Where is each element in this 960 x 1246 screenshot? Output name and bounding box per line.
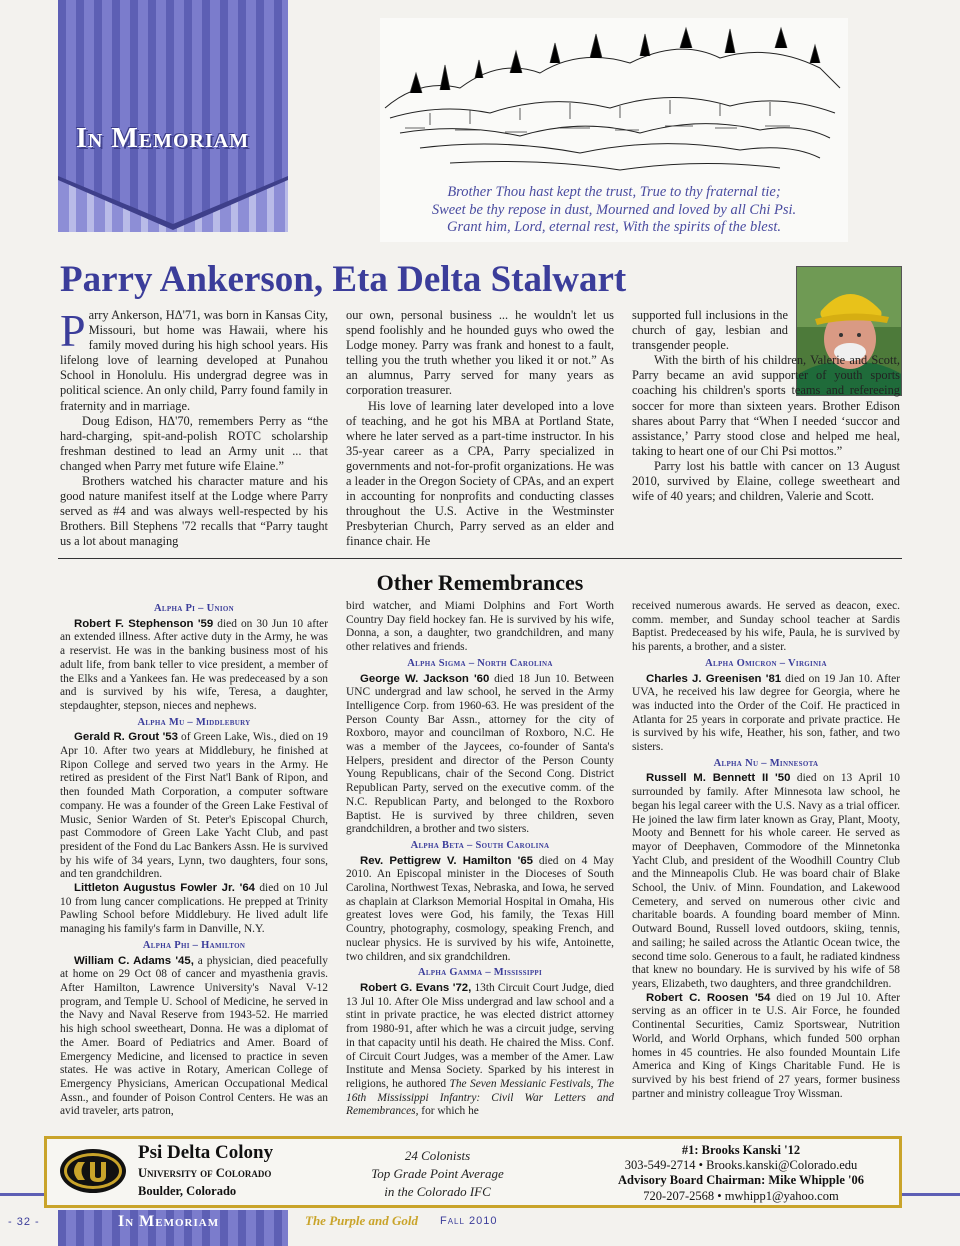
member-name: Rev. Pettigrew V. Hamilton '65 — [360, 854, 533, 867]
book-title: The Seven Messianic Festivals, The 16th Mississippi Infantry: Civil War Letters and Remembrances, — [346, 1077, 614, 1118]
colony-university: University of Colorado — [138, 1166, 272, 1180]
remembrances-column-3 — [632, 600, 900, 1101]
obituary-text: died on 10 Jul 10 from lung cancer complications. He prepped at Trinity Pawling School before Middlebury. He lived adult life managing his family's farm in Danville, N.Y. — [60, 882, 328, 936]
cu-logo-icon — [58, 1146, 128, 1196]
remembrances-column-1 — [60, 600, 328, 1119]
chapter-heading: Alpha Phi – Hamilton — [142, 939, 246, 951]
contact-info: 303-549-2714 • Brooks.kanski@Colorado.edu — [624, 1158, 858, 1173]
obituary-text: 13th Circuit Court Judge, died 13 Jul 10. After Ole Miss undergrad and law school and a stint in private practice, he was elected district attorney from 1980-91, after which he was a circuit judge, serving in that capacity until his death. He chaired the Miss. Conf. of Circuit Court Judges, was a member of the Amer. Law Institute and Mensa Society. Sparked by his interest in religions, he authored — [346, 981, 615, 1090]
colony-contacts — [596, 1143, 886, 1204]
member-name: Robert G. Evans '72, — [360, 981, 472, 994]
colony-city: Boulder, Colorado — [138, 1184, 237, 1198]
member-name: George W. Jackson '60 — [360, 672, 490, 685]
colony-stat: Top Grade Point Average — [371, 1166, 504, 1181]
colony-name: Psi Delta Colony — [138, 1142, 274, 1163]
section-divider — [58, 558, 902, 559]
poem-line: Grant him, Lord, eternal rest, With the spirits of the blest. — [446, 219, 782, 235]
drop-cap: P — [60, 305, 86, 356]
contact-name: Advisory Board Chairman: Mike Whipple '06 — [618, 1173, 864, 1188]
colony-stat: 24 Colonists — [404, 1148, 471, 1163]
member-name: Littleton Augustus Fowler Jr. '64 — [74, 882, 255, 895]
obituary-text: a physician, died peacefully at home on 29 Oct 08 of cancer and myasthenia gravis. After Hamilton, Lawrence University's Naval V-12 program, and Temple U. School of Medicine, he served in the Navy and Naval Reserve from 1943-52. He married his high school sweetheart, Donna. He was a diplomat of the Amer. Board of Pediatrics and Amer. Board of Emergency Medicine, and licensed to practice in seven states. He was active in Rotary, American College of Emergency Physicians, American Occupational Medical Assn., and founder of Poison Control Centers. He was an avid traveler, arts patron, — [60, 954, 329, 1118]
chapter-heading: Alpha Sigma – North Carolina — [407, 657, 553, 669]
paragraph: arry Ankerson, HΔ'71, was born in Kansas City, Missouri, but home was Hawaii, where his family moved during his high school years. His lifelong love of learning developed at Punahou School in Honolulu. His undergrad degree was in political science. An only child, Parry found family in fraternity and in marriage. — [60, 308, 328, 413]
poem-line: Brother Thou hast kept the trust, True to thy fraternal tie; — [447, 184, 781, 200]
obituary-text: for which he — [418, 1105, 479, 1118]
contact-name: #1: Brooks Kanski '12 — [681, 1143, 801, 1157]
chapter-heading: Alpha Mu – Middlebury — [137, 716, 251, 728]
feature-column-3 — [632, 308, 900, 504]
memorial-poem — [380, 184, 848, 237]
chapter-heading: Alpha Nu – Minnesota — [713, 757, 819, 769]
chapter-heading: Alpha Pi – Union — [154, 603, 234, 614]
feature-headline: Parry Ankerson, Eta Delta Stalwart — [60, 259, 627, 300]
magazine-name: The Purple and Gold — [305, 1213, 419, 1228]
paragraph: Parry lost his battle with cancer on 13 August 2010, survived by Elaine, college sweetheart and wife of 40 years; and children, Valerie and Scott. — [632, 458, 900, 504]
chapter-heading: Alpha Gamma – Mississippi — [417, 967, 543, 979]
issue-date: Fall 2010 — [440, 1215, 498, 1227]
member-name: Robert C. Roosen '54 — [646, 991, 771, 1004]
paragraph: His love of learning later developed into a love of teaching, and he got his MBA at Portland State, where he later served as a part-time instructor. In his 35-year career as a CPA, Parry specialized in governments and not-for-profit organizations. He was a leader in the Oregon Society of CPAs, and an expert in accounting for nonprofits and conducting classes throughout the U.S. Active in the Westminster Presbyterian Church, Parry served as an elder and finance chair. He — [346, 398, 614, 549]
obituary-text: died on 30 Jun 10 after an extended illness. After active duty in the Army, he was a reservist. He was in the banking business most of his adult life, from bank teller to vice president, a member of the Elks and a Yankees fan. He was predeceased by a son and is survived by his wife, Teresa, a daughter, stepdaughter, stepson, nieces and nephews. — [60, 617, 328, 712]
obituary-text: died on 13 April 10 surrounded by family. After Minnesota law school, he began his legal career with the U.S. Navy as a trial officer. He joined the law firm later known as Gray, Plant, Mooty, Mooty and Bennett for his whole career. He served as mayor of Deephaven, Commodore of the Minnetonka Yacht Club, and president of the Woodhill Country Club and the Minneapolis Club. He was board chair of Blake School, the Univ. of Minn. Foundation, and Lakewood Cemetery, and served on numerous other civic and charitable boards. A founding board member of Minn. Outward Bound, Russell loved outdoors, skiing, tennis, and sailing; he sailed across the Atlantic Ocean twice, the second time solo. Generous to a fault, he radiated kindness that knew no boundary. He is survived by his wife of 58 years, Elizabeth, two daughters, and three grandchildren. — [632, 772, 900, 990]
chapter-heading: Alpha Omicron – Virginia — [705, 657, 827, 669]
section-title: In Memoriam — [76, 123, 250, 154]
footer-section: In Memoriam — [118, 1213, 220, 1230]
feature-column-1 — [60, 305, 328, 550]
obituary-text: died on 4 May 2010. An Episcopal minister in the Dioceses of South Carolina, Northwest Texas, Nebraska, and Iowa, he served as chaplain at Clarkson Memorial Hospital in Omaha, His greatest loves were God, his family, the Texas Hill Country, photography, cosmology, speaking French, and nuclear physics. He is survived by his wife, Antoinette, two children, and six grandchildren. — [346, 854, 614, 963]
member-name: Robert F. Stephenson '59 — [74, 617, 214, 630]
colony-stats — [350, 1147, 525, 1201]
obituary-text: died on 19 Jul 10. After serving as an officer in te U.S. Air Force, he founded Continental Securities, Camiz Sportswear, Nutrition World, and World Orphans, which funded 500 orphan homes in 45 countries. He also founded Mountain Life America and King of Kings Charitable Fund. He is survived by his best friend of 27 years, former business partner and ministry colleague Troy Wissman. — [632, 991, 900, 1100]
page-number: - 32 - — [8, 1216, 40, 1228]
obituary-text: died on 19 Jan 10. After UVA, he received his law degree for Georgia, where he was inducted into the Order of the Coif. He practiced in Atlanta for 25 years in corporate and private practice. He is survived by his wife, Heather, his son, father, and two sisters. — [632, 672, 901, 754]
remembrances-title: Other Remembrances — [376, 570, 584, 595]
obituary-text: died 18 Jun 10. Between UNC undergrad and law school, he served in the Army Intelligence Corp. from 1960-63. He was president of the Person County Bar Assn., attorney for the city of Roxboro, mayor and councilman of Roxboro, N.C. He was a member of the Jaycees, co-founder of Santa's Helpers, president and director of the Person County Young Republicans, chair of the Second Cong. District Republican Party, served on the executive comm. of the N.C. Republican Party, and belonged to the Roxboro Baptist. He is survived by three children, seven grandchildren, a brother and two sisters. — [346, 672, 614, 836]
paragraph: Doug Edison, HΔ'70, remembers Perry as “the hard-charging, spit-and-polish ROTC scholarship freshman destined to lead an Army unit ... that changed when Parry met future wife Elaine.” — [60, 413, 328, 473]
paragraph: our own, personal business ... he wouldn't let us spend foolishly and he hounded guys who owed the Lodge money. Parry was frank and honest to a fault, telling you the truth whether you liked it or not.” As an alumnus, Parry served for many years as corporation treasurer. — [346, 308, 614, 398]
member-name: Charles J. Greenisen '81 — [646, 672, 782, 685]
member-name: Russell M. Bennett II '50 — [646, 772, 791, 785]
paragraph: supported full inclusions in the church of gay, lesbian and transgender people. — [632, 308, 788, 353]
banner-chevron — [58, 100, 288, 232]
member-name: William C. Adams '45, — [74, 954, 194, 967]
poem-line: Sweet be thy repose in dust, Mourned and loved by all Chi Psi. — [431, 201, 797, 218]
colony-stat: in the Colorado IFC — [384, 1184, 491, 1199]
paragraph: Brothers watched his character mature and his good nature manifest itself at the Lodge where Parry served as #4 and was always well-respected by his Brothers. Bill Stephens '72 recalls that “Parry taught us a lot about managing — [60, 474, 328, 549]
obituary-text: bird watcher, and Miami Dolphins and Fort Worth Country Day field hockey fan. He is survived by his wife, Donna, a son, a daughter, two grandchildren, and many other relatives and friends. — [346, 600, 614, 654]
paragraph: With the birth of his children, Valerie and Scott, Parry became an avid supporter of youth sports coaching his children's sports teams and refereeing soccer for more than sixteen years. Brother Edison shares about Parry that “When I needed ‘succor and assistance,’ Parry stood close and helped me heal, taking to heart one of our Chi Psi mottos.” — [632, 353, 900, 458]
member-name: Gerald R. Grout '53 — [74, 731, 178, 744]
obituary-text: of Green Lake, Wis., died on 19 Apr 10. After two years at Middlebury, he finished at Ripon College and served two years in the Army. He retired as president of the First Nat'l Bank of Ripon, and then founded Math Corporation, a computer software company. He was a founder of the Green Lake Festival of Music, Senior Warden of St. Peter's Episcopal Church, past Commodore of Green Lake Yacht Club, and past president of the Fond du Lac Bankers Assn. He is survived by his wife of 34 years, Lynn, two daughters, four sons, and ten grandchildren. — [60, 731, 328, 881]
obituary-text: received numerous awards. He served as deacon, exec. comm. member, and Sunday school teacher at Sardis Baptist. Predeceased by his wife, Paula, he is survived by his parents, a brother, and a sister. — [632, 600, 900, 654]
chapter-heading: Alpha Beta – South Carolina — [410, 839, 550, 851]
feature-column-2 — [346, 308, 614, 550]
remembrances-column-2 — [346, 600, 614, 1119]
contact-info: 720-207-2568 • mwhipp1@yahoo.com — [643, 1188, 839, 1203]
